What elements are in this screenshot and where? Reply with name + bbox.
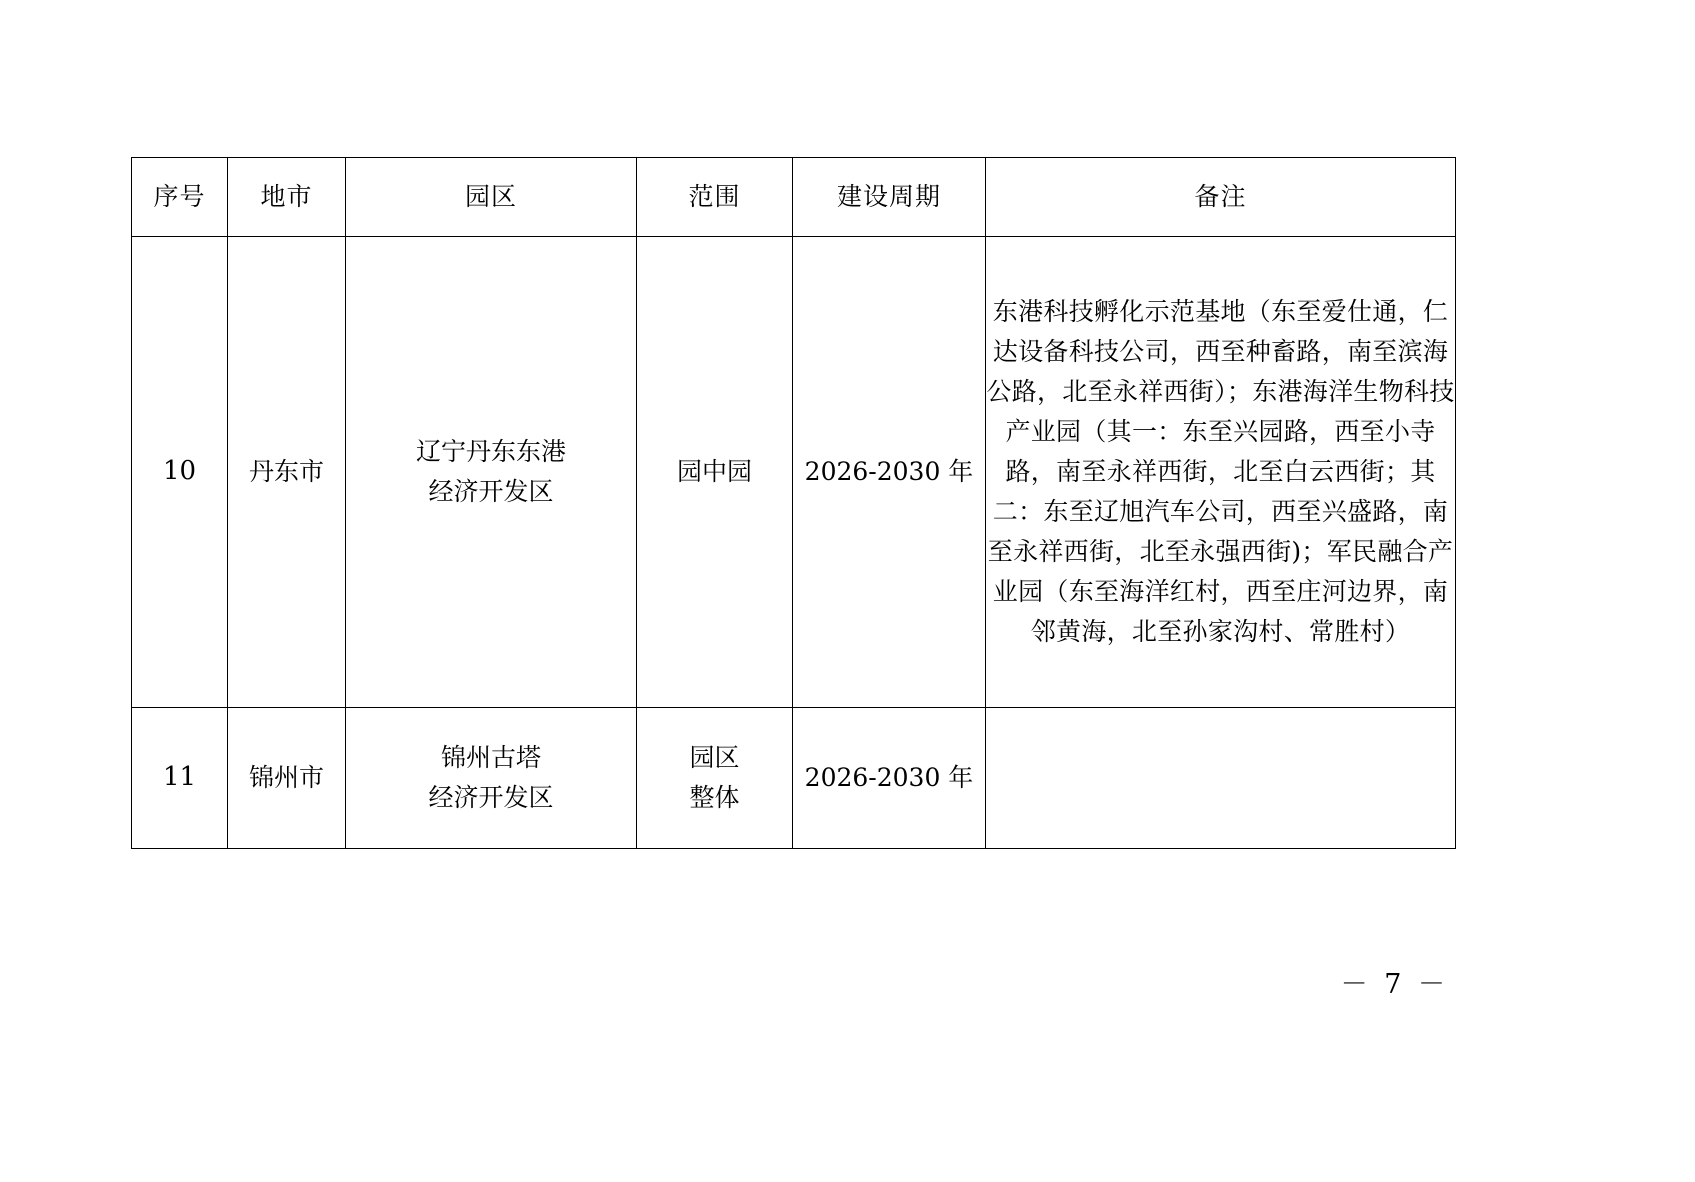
table-body bbox=[132, 237, 1456, 849]
cell-park bbox=[346, 708, 637, 849]
header-cell-city: 地市 bbox=[228, 158, 346, 237]
park-name-line2: 经济开发区 bbox=[428, 783, 554, 812]
cycle-value: 2026-2030 年 bbox=[804, 457, 974, 486]
cell-scope bbox=[637, 237, 793, 708]
cell-seq bbox=[132, 237, 228, 708]
scope-line1: 园区 bbox=[689, 743, 740, 772]
cell-scope bbox=[637, 708, 793, 849]
cell-seq bbox=[132, 708, 228, 849]
cell-city: 锦州市 bbox=[228, 708, 346, 849]
parks-table bbox=[131, 157, 1456, 849]
park-name-line1: 锦州古塔 bbox=[440, 743, 541, 772]
header-cell-note: 备注 bbox=[986, 158, 1456, 237]
header-cell-scope: 范围 bbox=[637, 158, 793, 237]
table-row bbox=[132, 237, 1456, 708]
cycle-value: 2026-2030 年 bbox=[804, 763, 974, 792]
scope-line2: 整体 bbox=[689, 783, 740, 812]
header-cell-park: 园区 bbox=[346, 158, 637, 237]
cell-cycle bbox=[793, 237, 986, 708]
park-name-line2: 经济开发区 bbox=[428, 477, 554, 506]
seq-value: 11 bbox=[162, 762, 197, 793]
cell-note bbox=[986, 708, 1456, 849]
cell-city: 丹东市 bbox=[228, 237, 346, 708]
seq-value: 10 bbox=[162, 456, 197, 487]
table-header bbox=[132, 158, 1456, 237]
header-cell-cycle: 建设周期 bbox=[793, 158, 986, 237]
cell-park bbox=[346, 237, 637, 708]
scope-line1: 园中园 bbox=[676, 457, 752, 486]
table-row bbox=[132, 708, 1456, 849]
table-header-row bbox=[132, 158, 1456, 237]
cell-cycle bbox=[793, 708, 986, 849]
page-number: － 7 － bbox=[1340, 969, 1449, 1000]
cell-note: 东港科技孵化示范基地（东至爱仕通，仁达设备科技公司，西至种畜路，南至滨海公路，北至永祥西街）；东港海洋生物科技产业园（其一：东至兴园路，西至小寺路，南至永祥西街，北至白云西街；其二：东至辽旭汽车公司，西至兴盛路，南至永祥西街，北至永强西街)；军民融合产业园（东至海洋红村，西至庄河边界，南邻黄海，北至孙家沟村、常胜村） bbox=[986, 237, 1456, 708]
park-name-line1: 辽宁丹东东港 bbox=[415, 437, 566, 466]
header-cell-seq: 序号 bbox=[132, 158, 228, 237]
